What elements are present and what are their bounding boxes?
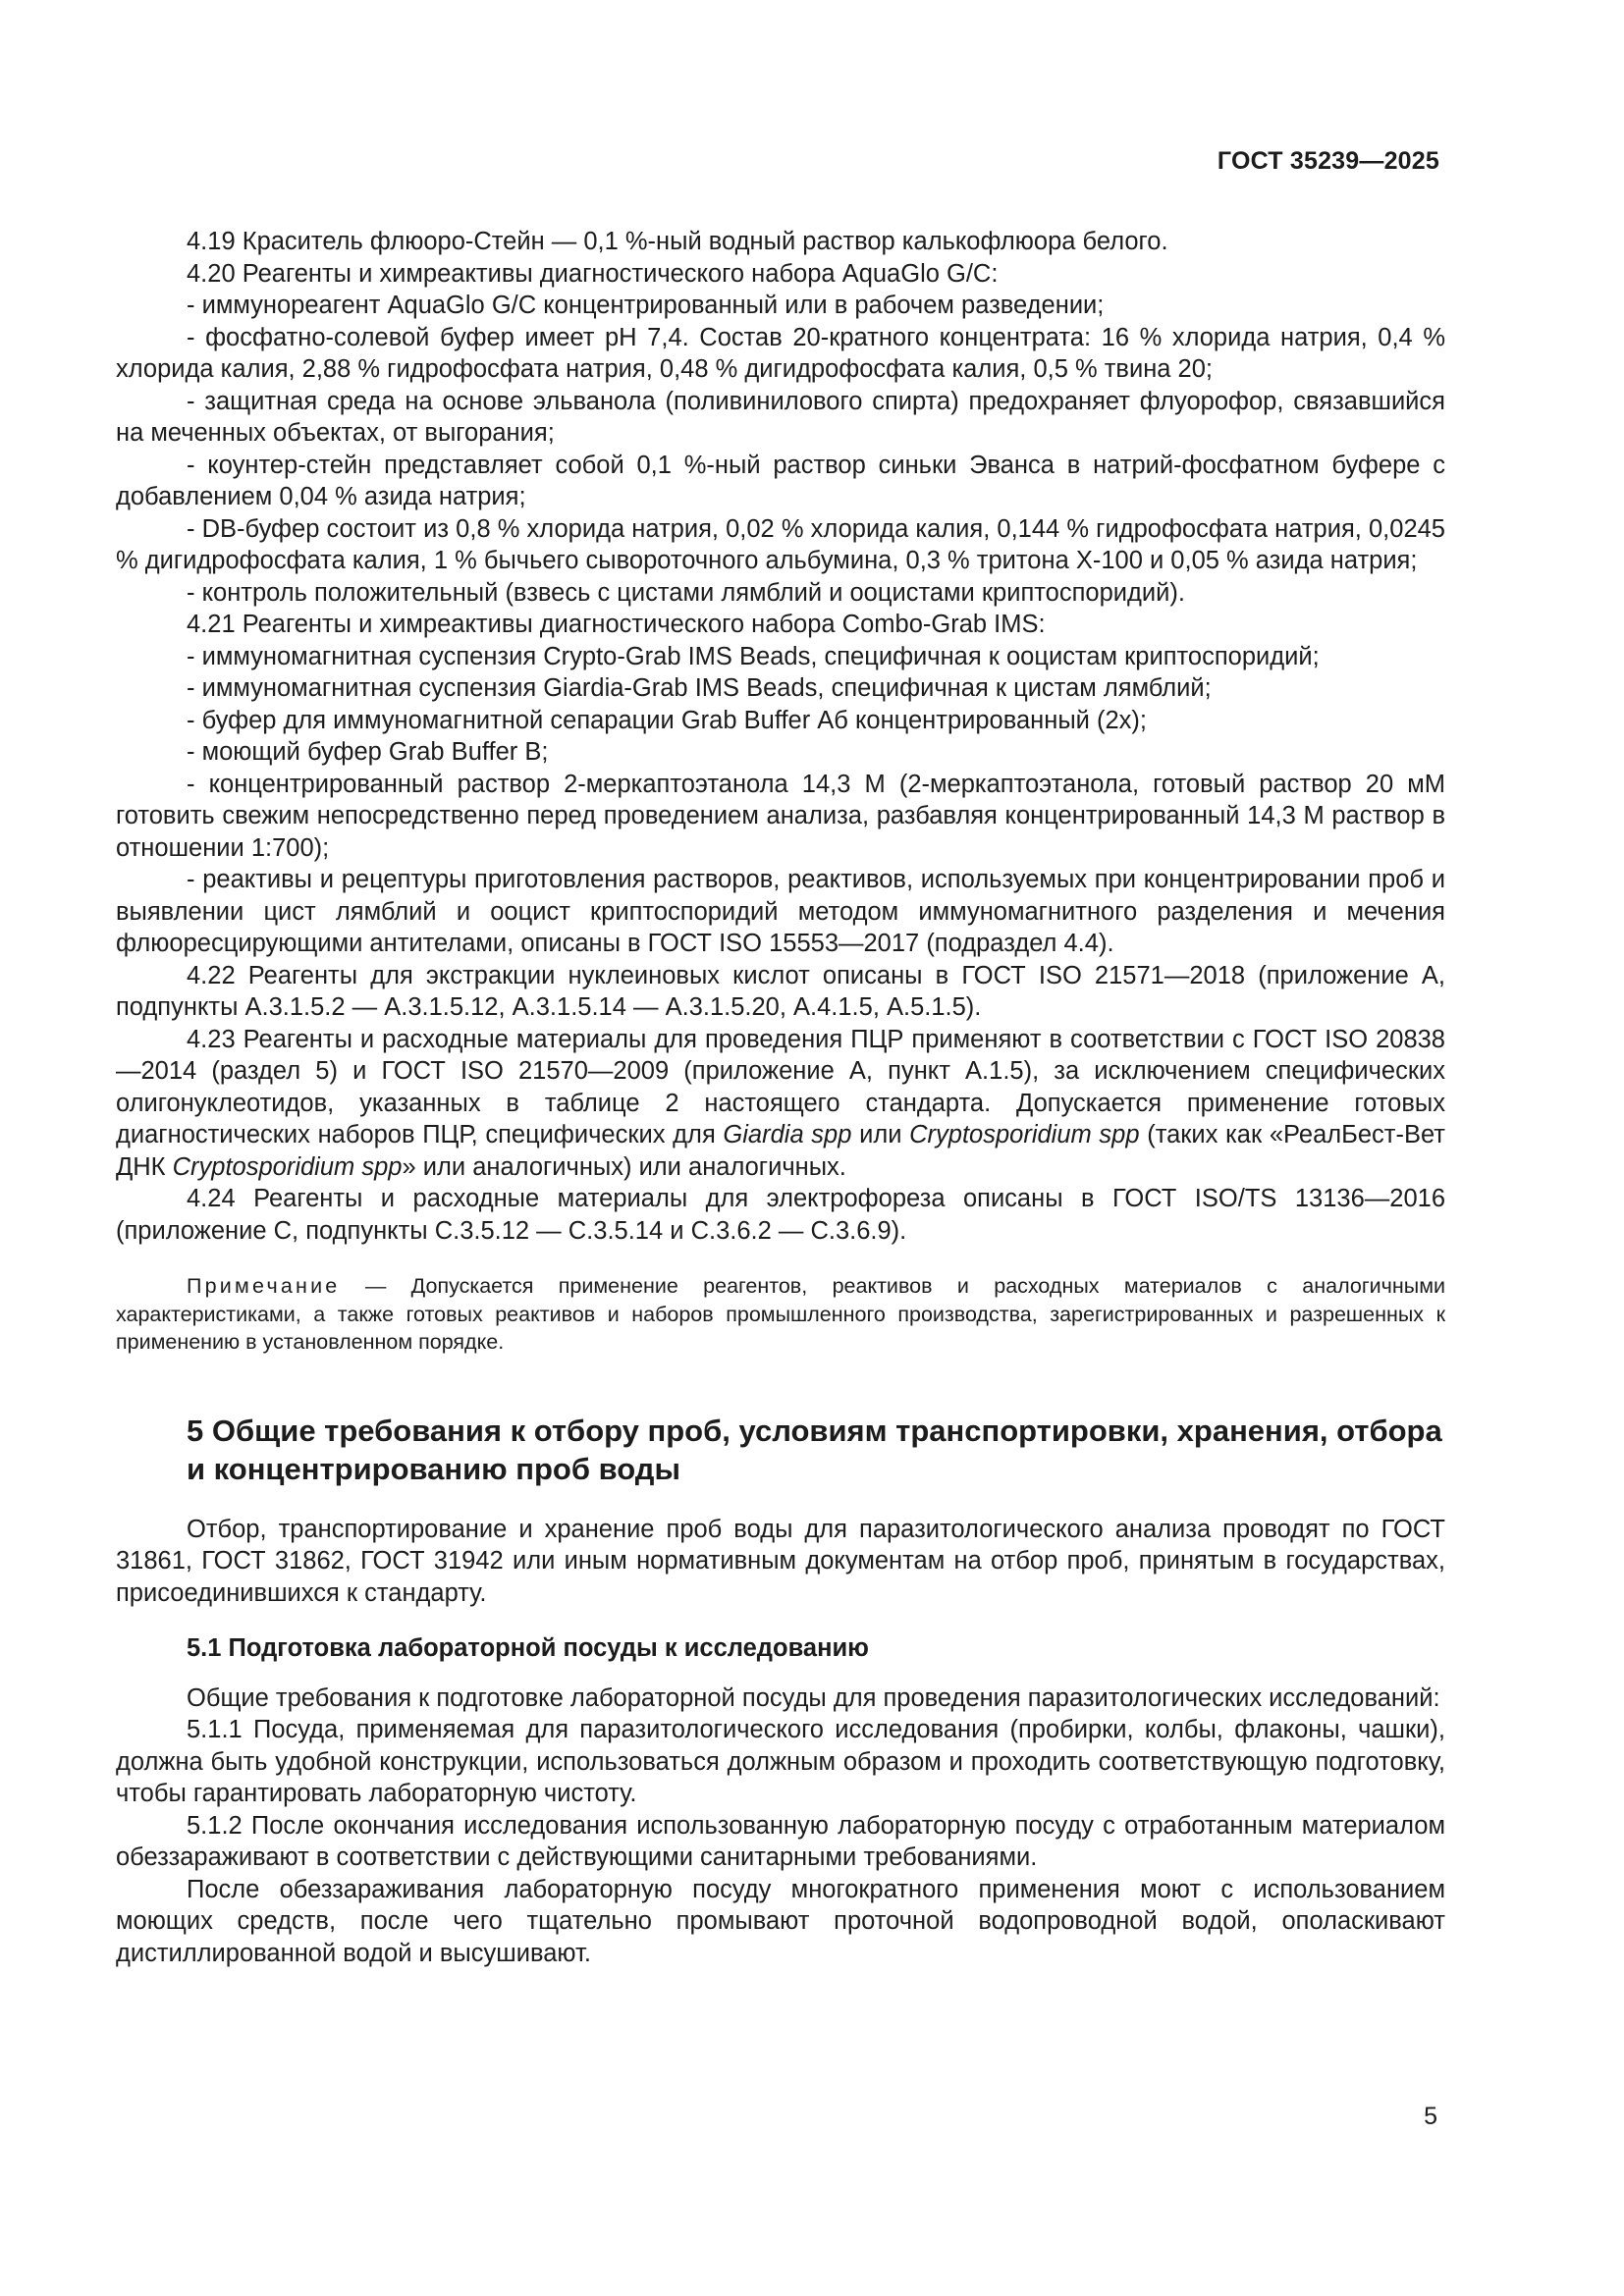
list-item: - иммуномагнитная суспензия Crypto-Grab IMS Beads, специфичная к ооцистам криптоспоридий; [187, 642, 1320, 670]
page-number: 5 [1424, 2103, 1437, 2130]
list-4-20 [116, 290, 1445, 609]
list-item: - контроль положительный (взвесь с цистами лямблий и ооцистами криптоспоридий). [187, 578, 1185, 607]
list-4-21 [116, 641, 1445, 960]
list-item: - DB-буфер состоит из 0,8 % хлорида натрия, 0,02 % хлорида калия, 0,144 % гидрофосфата натрия, 0,0245 % дигидрофосфата калия, 1 % бычьего сывороточного альбумина, 0,3 % тритона Х-100 и 0,05 % азида натрия; [116, 514, 1445, 574]
paragraph-4-20: 4.20 Реагенты и химреактивы диагностического набора AquaGlo G/C: [187, 259, 999, 288]
italic-taxon: Giardia spp [723, 1121, 852, 1148]
paragraph-4-24: 4.24 Реагенты и расходные материалы для электрофореза описаны в ГОСТ ISO/TS 13136—2016 (приложение С, подпункты С.3.5.12 — С.3.5.14 и С.3.6.2 — С.3.6.9). [116, 1185, 1445, 1245]
italic-taxon: Cryptosporidium spp [909, 1121, 1140, 1148]
section-5-intro: Отбор, транспортирование и хранение проб воды для паразитологического анализа проводят по ГОСТ 31861, ГОСТ 31862, ГОСТ 31942 или иным нормативным документам на отбор проб, принятым в государствах, присоединившихся к стандарту. [116, 1515, 1445, 1607]
text-run: » или аналогичных) или аналогичных. [402, 1152, 846, 1181]
list-item: - концентрированный раствор 2-меркаптоэтанола 14,3 М (2-меркаптоэтанола, готовый раствор 20 мМ готовить свежим непосредственно перед проведением анализа, разбавляя концентрированный 14,3 М раствор в отношении 1:700); [116, 770, 1445, 862]
italic-taxon: Cryptosporidium spp [172, 1152, 403, 1181]
section-5-heading: 5 Общие требования к отбору проб, условиям транспортировки, хранения, отбора и концентрированию проб воды [187, 1413, 1442, 1486]
text-run: (таких как «РеалБест-Вет ДНК [116, 1121, 1445, 1181]
list-item: - буфер для иммуномагнитной сепарации Grab Buffer Аб концентрированный (2х); [187, 706, 1148, 734]
paragraph-5-1-intro: Общие требования к подготовке лабораторной посуды для проведения паразитологических исследований: [187, 1683, 1440, 1712]
paragraph-4-21: 4.21 Реагенты и химреактивы диагностического набора Combo-Grab IMS: [187, 611, 1046, 638]
note-label: Примечание [187, 1274, 341, 1298]
text-run: или [851, 1121, 910, 1148]
list-item: - защитная среда на основе эльванола (поливинилового спирта) предохраняет флуорофор, связавшийся на меченных объектах, от выгорания; [116, 387, 1445, 447]
paragraph-4-22: 4.22 Реагенты для экстракции нуклеиновых кислот описаны в ГОСТ ISO 21571—2018 (приложение А, подпункты А.3.1.5.2 — А.3.1.5.12, А.3.1.5.14 — А.3.1.5.20, А.4.1.5, А.5.1.5). [116, 961, 1445, 1021]
paragraph-4-23 [116, 1024, 1445, 1184]
list-item: - моющий буфер Grab Buffer В; [187, 738, 549, 766]
list-item: - иммунореагент AquaGlo G/C концентрированный или в рабочем разведении; [187, 292, 1105, 319]
document-body [116, 226, 1445, 1969]
list-item: - реактивы и рецептуры приготовления растворов, реактивов, используемых при концентрировании проб и выявлении цист лямблий и ооцист криптоспоридий методом иммуномагнитного разделения и мечения флюоресцирующими антителами, описаны в ГОСТ ISO 15553—2017 (подраздел 4.4). [116, 866, 1445, 957]
paragraph-4-19: 4.19 Краситель флюоро-Стейн — 0,1 %-ный водный раствор калькофлюора белого. [187, 228, 1168, 255]
paragraph-5-1-1: 5.1.1 Посуда, применяемая для паразитологического исследования (пробирки, колбы, флаконы, чашки), должна быть удобной конструкции, использоваться должным образом и проходить соответствующую подготовку, чтобы гарантировать лабораторную чистоту. [116, 1716, 1445, 1807]
list-item: - иммуномагнитная суспензия Giardia-Grab IMS Beads, специфичная к цистам лямблий; [187, 674, 1212, 702]
subsection-5-1-heading: 5.1 Подготовка лабораторной посуды к исследованию [187, 1634, 869, 1662]
document-code-header: ГОСТ 35239—2025 [1217, 147, 1439, 175]
list-item: - коунтер-стейн представляет собой 0,1 %-ный раствор синьки Эванса в натрий-фосфатном буфере с добавлением 0,04 % азида натрия; [116, 451, 1445, 510]
list-item: - фосфатно-солевой буфер имеет pH 7,4. Состав 20-кратного концентрата: 16 % хлорида натрия, 0,4 % хлорида калия, 2,88 % гидрофосфата натрия, 0,48 % дигидрофосфата калия, 0,5 % твина 20; [116, 323, 1445, 383]
paragraph-5-1-2: 5.1.2 После окончания исследования использованную лабораторную посуду с отработанным материалом обеззараживают в соответствии с действующими санитарными требованиями. [116, 1811, 1445, 1871]
text-run: 4.23 Реагенты и расходные материалы для проведения ПЦР применяют в соответствии с ГОСТ ISO 20838—2014 (раздел 5) и ГОСТ ISO 21570—2009 (приложение А, пункт А.1.5), за исключением специфических олигонуклеотидов, указанных в таблице 2 настоящего стандарта. Допускается применение готовых диагностических наборов ПЦР, специфических для [116, 1025, 1445, 1148]
note-text: — Допускается применение реагентов, реактивов и расходных материалов с аналогичными характеристиками, а также готовых реактивов и наборов промышленного производства, зарегистрированных и разрешенных к применению в установленном порядке. [116, 1274, 1445, 1354]
note [116, 1272, 1445, 1357]
paragraph-5-1-2-continued: После обеззараживания лабораторную посуду многократного применения моют с использованием моющих средств, после чего тщательно промывают проточной водопроводной водой, ополаскивают дистиллированной водой и высушивают. [116, 1875, 1445, 1967]
